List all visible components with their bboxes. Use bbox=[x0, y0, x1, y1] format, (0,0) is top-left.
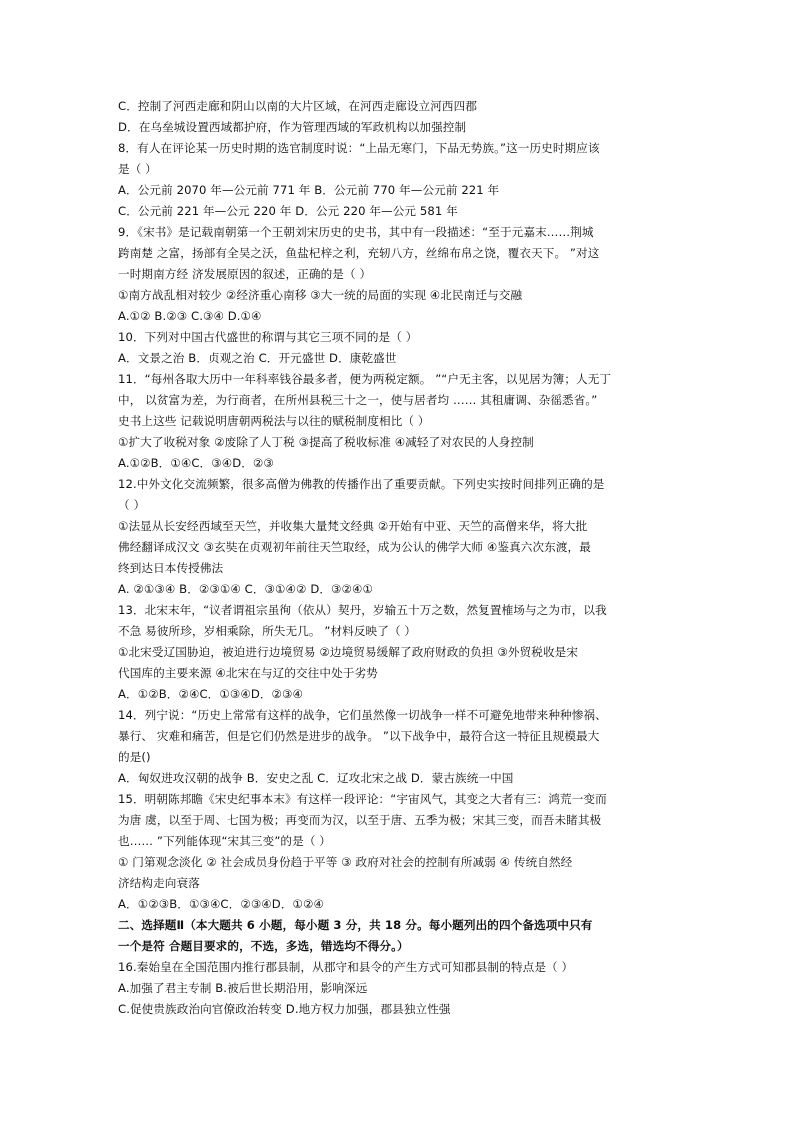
question-12-items: ①法显从长安经西域至天竺，并收集大量梵文经典 ②开始有中亚、天竺的高僧来华，将大批 bbox=[118, 519, 588, 533]
question-12-items-cont: 终到达日本传授佛法 bbox=[118, 561, 224, 575]
question-11-items: ①扩大了收税对象 ②废除了人丁税 ③提高了税收标准 ④减轻了对农民的人身控制 bbox=[118, 435, 534, 449]
question-14-stem-cont: 暴行、 灾难和痛苦，但是它们仍然是进步的战争。 ”以下战争中，最符合这一特征且规模最大 bbox=[118, 729, 600, 743]
question-11-options: A.①②B．①④C．③④D．②③ bbox=[118, 456, 274, 470]
question-11-stem: 11．“每州各取大历中一年科率钱谷最多者，便为两税定额。 ”“户无主客，以见居为簿；人无丁 bbox=[118, 372, 612, 386]
question-14-stem: 14．列宁说：“历史上常常有这样的战争，它们虽然像一切战争一样不可避免地带来种种惨祸、 bbox=[118, 708, 607, 722]
question-13-stem-cont: 不急 易彼所珍，岁相乘除，所失无几。 ”材料反映了（ ） bbox=[118, 624, 417, 638]
question-12-options: A. ②①③④ B．②③①④ C．③①④② D．③②④① bbox=[118, 582, 374, 596]
question-10-stem: 10．下列对中国古代盛世的称谓与其它三项不同的是（ ） bbox=[118, 330, 418, 344]
question-16-options-ab: A.加强了君主专制 B.被后世长期沿用，影响深远 bbox=[118, 981, 368, 995]
question-8-options-cd: C．公元前 221 年—公元 220 年 D．公元 220 年—公元 581 年 bbox=[118, 204, 458, 218]
question-12-stem-cont: （ ） bbox=[118, 498, 146, 512]
question-15-items-cont: 济结构走向衰落 bbox=[118, 876, 200, 890]
question-13-items: ①北宋受辽国胁迫，被迫进行边境贸易 ②边境贸易缓解了政府财政的负担 ③外贸税收是宋 bbox=[118, 645, 579, 659]
question-16-options-cd: C.促使贵族政治向官僚政治转变 D.地方权力加强，郡县独立性强 bbox=[118, 1002, 451, 1016]
question-13-items-cont: 代国库的主要来源 ④北宋在与辽的交往中处于劣势 bbox=[118, 666, 378, 680]
question-11-stem-cont: 史书上这些 记载说明唐朝两税法与以往的赋税制度相比（ ） bbox=[118, 414, 430, 428]
question-11-stem-cont: 中， 以贫富为差，为行商者，在所州县税三十之一，使与居者均 …… 其租庸调、杂徭悉省。” bbox=[118, 393, 598, 407]
question-15-stem-cont: 也…… ”下列能体现“宋其三变”的是（ ） bbox=[118, 834, 331, 848]
question-14-stem-cont: 的是() bbox=[118, 750, 151, 764]
question-10-options: A．文景之治 B．贞观之治 C．开元盛世 D．康乾盛世 bbox=[118, 351, 397, 365]
section-2-heading: 二、选择题Ⅱ（本大题共 6 小题，每小题 3 分，共 18 分。每小题列出的四个备选项中只有 bbox=[118, 918, 593, 932]
question-9-options: A.①② B.②③ C.③④ D.①④ bbox=[118, 309, 262, 323]
question-13-stem: 13．北宋末年，“议者谓祖宗虽徇（依从）契丹，岁输五十万之数，然复置榷场与之为市，以我 bbox=[118, 603, 607, 617]
question-9-stem-cont: 一时期南方经 济发展原因的叙述，正确的是（ ） bbox=[118, 267, 372, 281]
question-8-stem: 8．有人在评论某一历史时期的选官制度时说：“上品无寒门，下品无势族。”这一历史时期应该 bbox=[118, 141, 600, 155]
question-15-options: A．①②③B．①③④C．②③④D．①②④ bbox=[118, 897, 325, 911]
question-12-items-cont: 佛经翻译成汉文 ③玄奘在贞观初年前往天竺取经，成为公认的佛学大师 ④鉴真六次东渡，最 bbox=[118, 540, 591, 554]
question-12-stem: 12.中外文化交流频繁，很多高僧为佛教的传播作出了重要贡献。下列史实按时间排列正确的是 bbox=[118, 477, 605, 491]
question-15-stem: 15．明朝陈邦瞻《宋史纪事本末》有这样一段评论：“宇宙风气，其变之大者有三：鸿荒一变而 bbox=[118, 792, 607, 806]
section-2-heading-cont: 一个是符 合题目要求的，不选，多选，错选均不得分。） bbox=[118, 939, 409, 953]
question-15-items: ① 门第观念淡化 ② 社会成员身份趋于平等 ③ 政府对社会的控制有所减弱 ④ 传统自然经 bbox=[118, 855, 573, 869]
question-14-options: A．匈奴进攻汉朝的战争 B．安史之乱 C．辽攻北宋之战 D．蒙古族统一中国 bbox=[118, 771, 514, 785]
question-8-options-ab: A．公元前 2070 年—公元前 771 年 B．公元前 770 年—公元前 221 年 bbox=[118, 183, 500, 197]
question-9-items: ①南方战乱相对较少 ②经济重心南移 ③大一统的局面的实现 ④北民南迁与交融 bbox=[118, 288, 523, 302]
question-13-options: A．①②B．②④C．①③④D．②③④ bbox=[118, 687, 304, 701]
question-8-stem-cont: 是（ ） bbox=[118, 162, 157, 176]
option-7d: D．在乌垒城设置西域都护府，作为管理西域的军政机构以加强控制 bbox=[118, 120, 467, 134]
question-16-stem: 16.秦始皇在全国范围内推行郡县制，从郡守和县令的产生方式可知郡县制的特点是（ ） bbox=[118, 960, 574, 974]
question-15-stem-cont: 为唐 虞，以至于周、七国为极；再变而为汉，以至于唐、五季为极；宋其三变，而吾未睹其极 bbox=[118, 813, 602, 827]
question-9-stem: 9．《宋书》是记载南朝第一个王朝刘宋历史的史书，其中有一段描述：“至于元嘉末……荆城 bbox=[118, 225, 594, 239]
option-7c: C．控制了河西走廊和阴山以南的大片区域，在河西走廊设立河西四郡 bbox=[118, 99, 478, 113]
question-9-stem-cont: 跨南楚 之富，扬部有全吴之沃，鱼盐杞梓之利，充轫八方，丝绵布帛之饶，覆衣天下。 ”对这 bbox=[118, 246, 600, 260]
